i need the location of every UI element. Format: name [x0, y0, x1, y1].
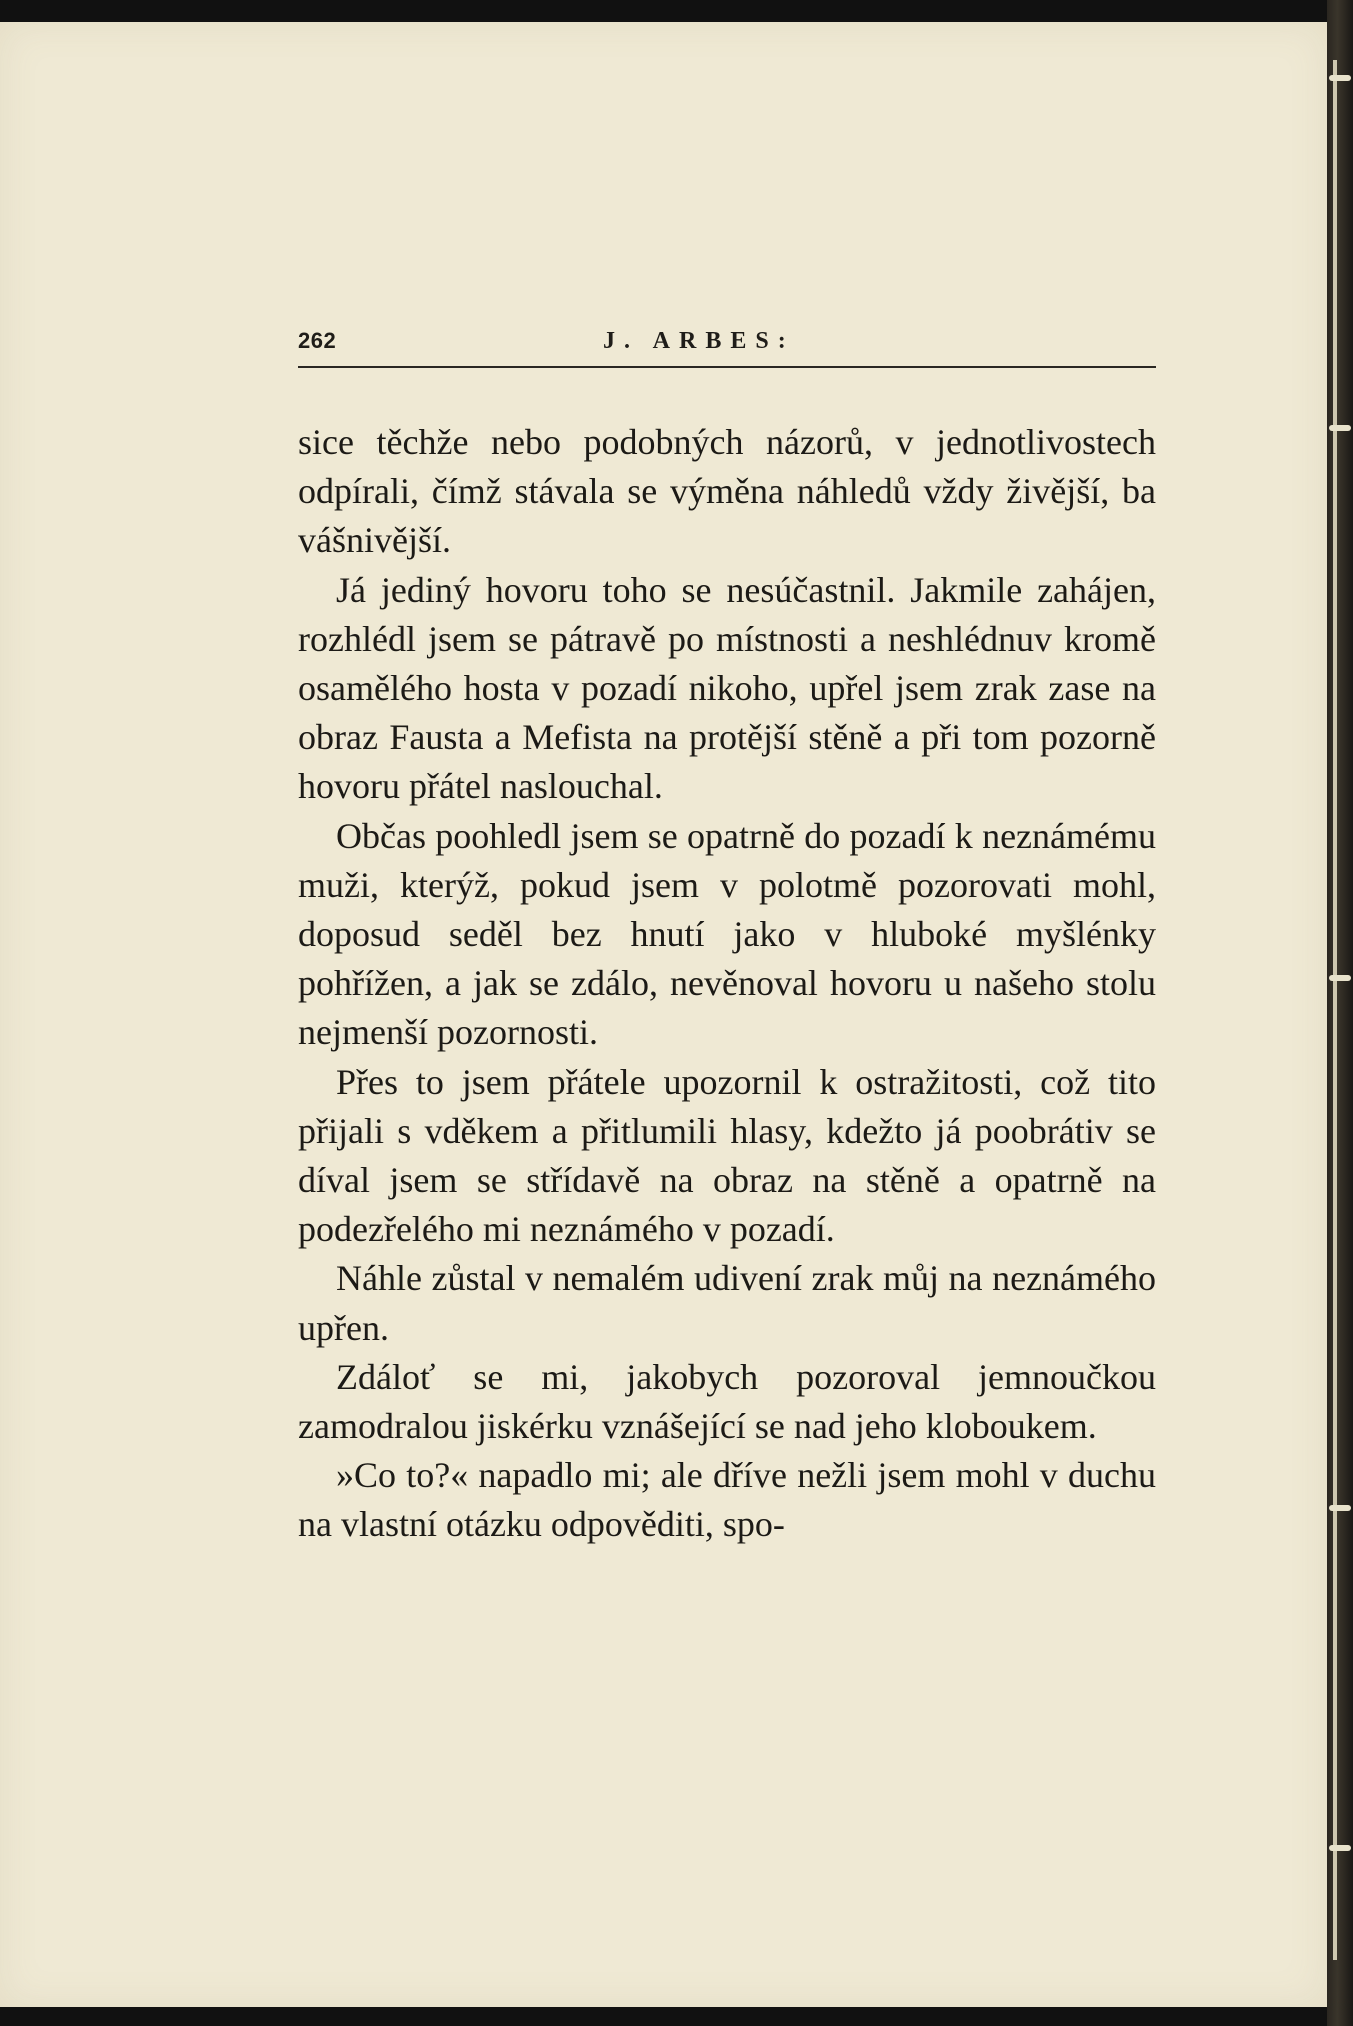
paragraph: Občas poohledl jsem se opatrně do pozadí k neznámému muži, kterýž, pokud jsem v polotmě pozorovati mohl, doposud seděl bez hnutí jako v hluboké myšlénky pohřížen, a jak se zdálo, nevěnoval hovoru u našeho stolu nejmenší pozornosti. — [298, 815, 1156, 1053]
page-gutter — [1327, 0, 1353, 2026]
paragraph: Já jediný hovoru toho se nesúčastnil. Jakmile zahájen, rozhlédl jsem se pátravě po místnosti a neshlédnuv kromě osamělého hosta v pozadí nikoho, upřel jsem zrak zase na obraz Fausta a Mefista na protější stěně a při tom pozorně hovoru přátel naslouchal. — [298, 569, 1156, 807]
paragraph: Zdáloť se mi, jakobych pozoroval jemnoučkou zamodralou jiskérku vznášející se nad jeho kloboukem. — [298, 1356, 1156, 1447]
page-header — [298, 328, 1156, 368]
paragraph: sice těchže nebo podobných názorů, v jednotlivostech odpírali, čímž stávala se výměna náhledů vždy živější, ba vášnivější. — [298, 422, 1156, 561]
gutter-line — [1333, 60, 1337, 1960]
paragraph: Náhle zůstal v nemalém udivení zrak můj na neznámého upřen. — [298, 1258, 1156, 1348]
body-text — [298, 418, 1156, 1550]
page-number: 262 — [298, 328, 337, 353]
running-head: J. ARBES: — [603, 328, 795, 354]
gutter-mark — [1329, 1505, 1351, 1511]
gutter-mark — [1329, 425, 1351, 431]
paragraph: »Co to?« napadlo mi; ale dříve nežli jsem mohl v duchu na vlastní otázku odpověditi, spo- — [298, 1455, 1156, 1545]
paragraph: Přes to jsem přátele upozornil k ostražitosti, což tito přijali s vděkem a přitlumili hlasy, kdežto já poobrátiv se díval jsem se střídavě na obraz na stěně a opatrně na podezřelého mi neznámého v pozadí. — [298, 1061, 1156, 1250]
gutter-mark — [1329, 975, 1351, 981]
header-rule — [298, 366, 1156, 368]
gutter-mark — [1329, 1845, 1351, 1851]
gutter-mark — [1329, 75, 1351, 81]
